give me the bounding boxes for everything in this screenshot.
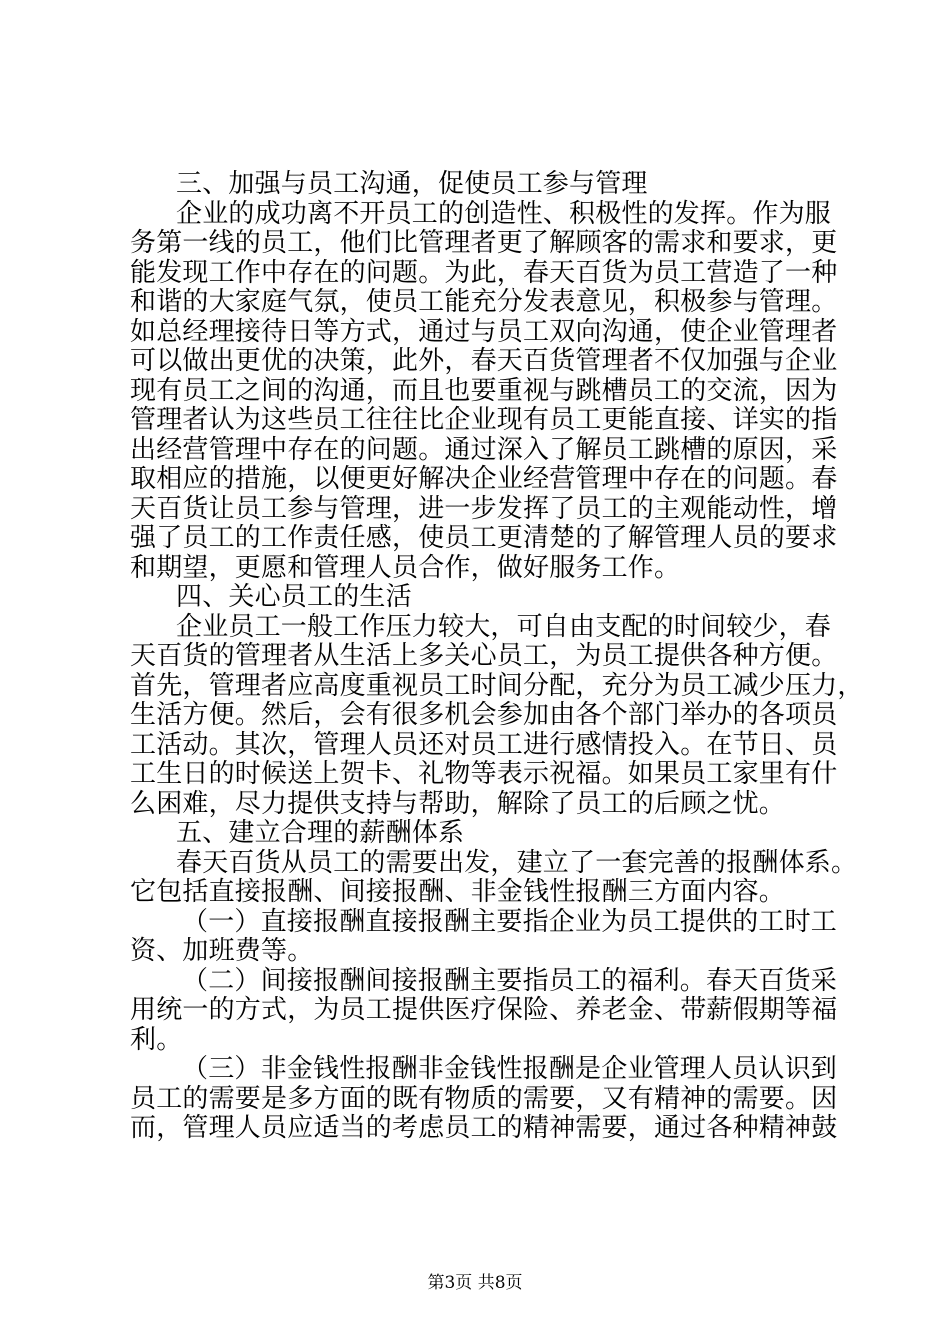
paragraph-line: 工生日的时候送上贺卡、礼物等表示祝福。如果员工家里有什 <box>130 759 838 789</box>
paragraph-line: 强了员工的工作责任感，使员工更清楚的了解管理人员的要求 <box>130 523 838 553</box>
paragraph-line: 和谐的大家庭气氛，使员工能充分发表意见，积极参与管理。 <box>130 287 838 317</box>
document-body <box>130 169 864 1144</box>
paragraph-line: 务第一线的员工，他们比管理者更了解顾客的需求和要求，更 <box>130 228 838 258</box>
paragraph-line: 企业员工一般工作压力较大，可自由支配的时间较少，春 <box>176 611 832 642</box>
section-heading-5: 五、建立合理的薪酬体系 <box>176 818 465 848</box>
paragraph-line: 现有员工之间的沟通，而且也要重视与跳槽员工的交流，因为 <box>130 375 838 406</box>
paragraph-line: 它包括直接报酬、间接报酬、非金钱性报酬三方面内容。 <box>130 877 786 907</box>
paragraph-line: 取相应的措施，以便更好解决企业经营管理中存在的问题。春 <box>130 464 838 494</box>
paragraph-line: 和期望，更愿和管理人员合作，做好服务工作。 <box>130 552 681 583</box>
paragraph-line: 工活动。其次，管理人员还对员工进行感情投入。在节日、员 <box>130 729 838 760</box>
paragraph-line: 么困难，尽力提供支持与帮助，解除了员工的后顾之忧。 <box>130 788 786 819</box>
paragraph-line: 而，管理人员应适当的考虑员工的精神需要，通过各种精神鼓 <box>130 1113 838 1143</box>
paragraph-line: 可以做出更优的决策，此外，春天百货管理者不仅加强与企业 <box>130 346 838 376</box>
paragraph-line: 出经营管理中存在的问题。通过深入了解员工跳槽的原因，采 <box>130 434 838 465</box>
section-heading-4: 四、关心员工的生活 <box>176 582 412 612</box>
paragraph-line: 管理者认为这些员工往往比企业现有员工更能直接、详实的指 <box>130 405 838 435</box>
paragraph-line: 如总经理接待日等方式，通过与员工双向沟通，使企业管理者 <box>130 316 838 347</box>
page-number-footer: 第3页 共8页 <box>427 1273 523 1293</box>
paragraph-line: 生活方便。然后，会有很多机会参加由各个部门举办的各项员 <box>130 700 838 730</box>
paragraph-line: 员工的需要是多方面的既有物质的需要，又有精神的需要。因 <box>130 1083 838 1114</box>
paragraph-line: 首先，管理者应高度重视员工时间分配，充分为员工减少压力， <box>130 670 864 701</box>
paragraph-line: 天百货让员工参与管理，进一步发挥了员工的主观能动性，增 <box>130 493 838 524</box>
paragraph-line: 企业的成功离不开员工的创造性、积极性的发挥。作为服 <box>176 198 832 229</box>
section-heading-3: 三、加强与员工沟通，促使员工参与管理 <box>176 169 648 199</box>
paragraph-line: 天百货的管理者从生活上多关心员工，为员工提供各种方便。 <box>130 641 838 671</box>
subsection-line: （二）间接报酬间接报酬主要指员工的福利。春天百货采 <box>182 965 838 996</box>
paragraph-line: 利。 <box>130 1024 183 1055</box>
paragraph-line: 春天百货从员工的需要出发，建立了一套完善的报酬体系。 <box>176 847 858 878</box>
paragraph-line: 用统一的方式，为员工提供医疗保险、养老金、带薪假期等福 <box>130 995 838 1025</box>
subsection-line: （一）直接报酬直接报酬主要指企业为员工提供的工时工 <box>182 906 838 937</box>
paragraph-line: 能发现工作中存在的问题。为此，春天百货为员工营造了一种 <box>130 257 838 288</box>
paragraph-line: 资、加班费等。 <box>130 936 314 966</box>
subsection-line: （三）非金钱性报酬非金钱性报酬是企业管理人员认识到 <box>182 1054 838 1084</box>
